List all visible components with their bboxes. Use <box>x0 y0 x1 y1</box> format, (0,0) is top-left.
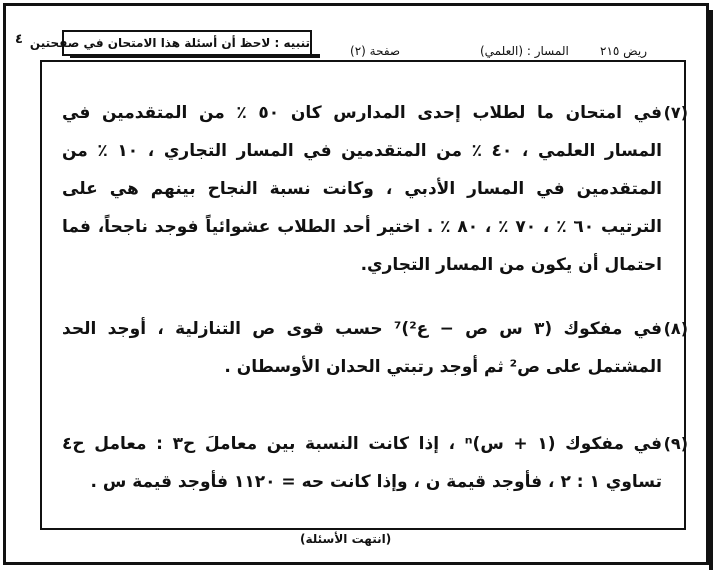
track-label: المسار : (العلمي) <box>480 44 569 58</box>
page-header <box>0 20 720 60</box>
page-number: ٤ <box>15 32 23 47</box>
question-9 <box>62 425 688 501</box>
question-number: (٨) <box>663 319 688 338</box>
question-7 <box>62 94 688 284</box>
question-text: في مفكوك (٣ س ص − ع²)⁷ حسب قوى ص التنازلية ، أوجد الحد المشتمل على ص² ثم أوجد رتبتي الحدان الأوسطان . <box>62 319 663 377</box>
question-text: في مفكوك (١ + س)ⁿ ، إذا كانت النسبة بين معاملَ ح٣ : معامل ح٤ تساوي ١ : ٢ ، فأوجد قيمة ن ، وإذا كانت حه = ١١٢٠ فأوجد قيمة س . <box>62 434 663 492</box>
notice-box: تنبيه : لاحظ أن أسئلة هذا الامتحان في صفحتين <box>62 30 312 56</box>
question-number: (٧) <box>663 103 688 122</box>
course-code: ريض ٢١٥ <box>600 44 647 58</box>
question-text: في امتحان ما لطلاب إحدى المدارس كان ٥٠ ٪ من المتقدمين في المسار العلمي ، ٤٠ ٪ من المتقدمين في المسار التجاري ، ١٠ ٪ من المتقدمين في المسار الأدبي ، وكانت نسبة النجاح بينهم هي على الترتيب ٦٠ ٪ ، ٧٠ ٪ ، ٨٠ ٪ . اختير أحد الطلاب عشوائياً فوجد ناجحاً، فما احتمال أن يكون من المسار التجاري. <box>62 103 662 275</box>
question-number: (٩) <box>663 434 688 453</box>
question-8 <box>62 310 688 386</box>
page-label: صفحة (٢) <box>350 44 401 58</box>
end-of-questions: (انتهت الأسئلة) <box>300 532 392 546</box>
